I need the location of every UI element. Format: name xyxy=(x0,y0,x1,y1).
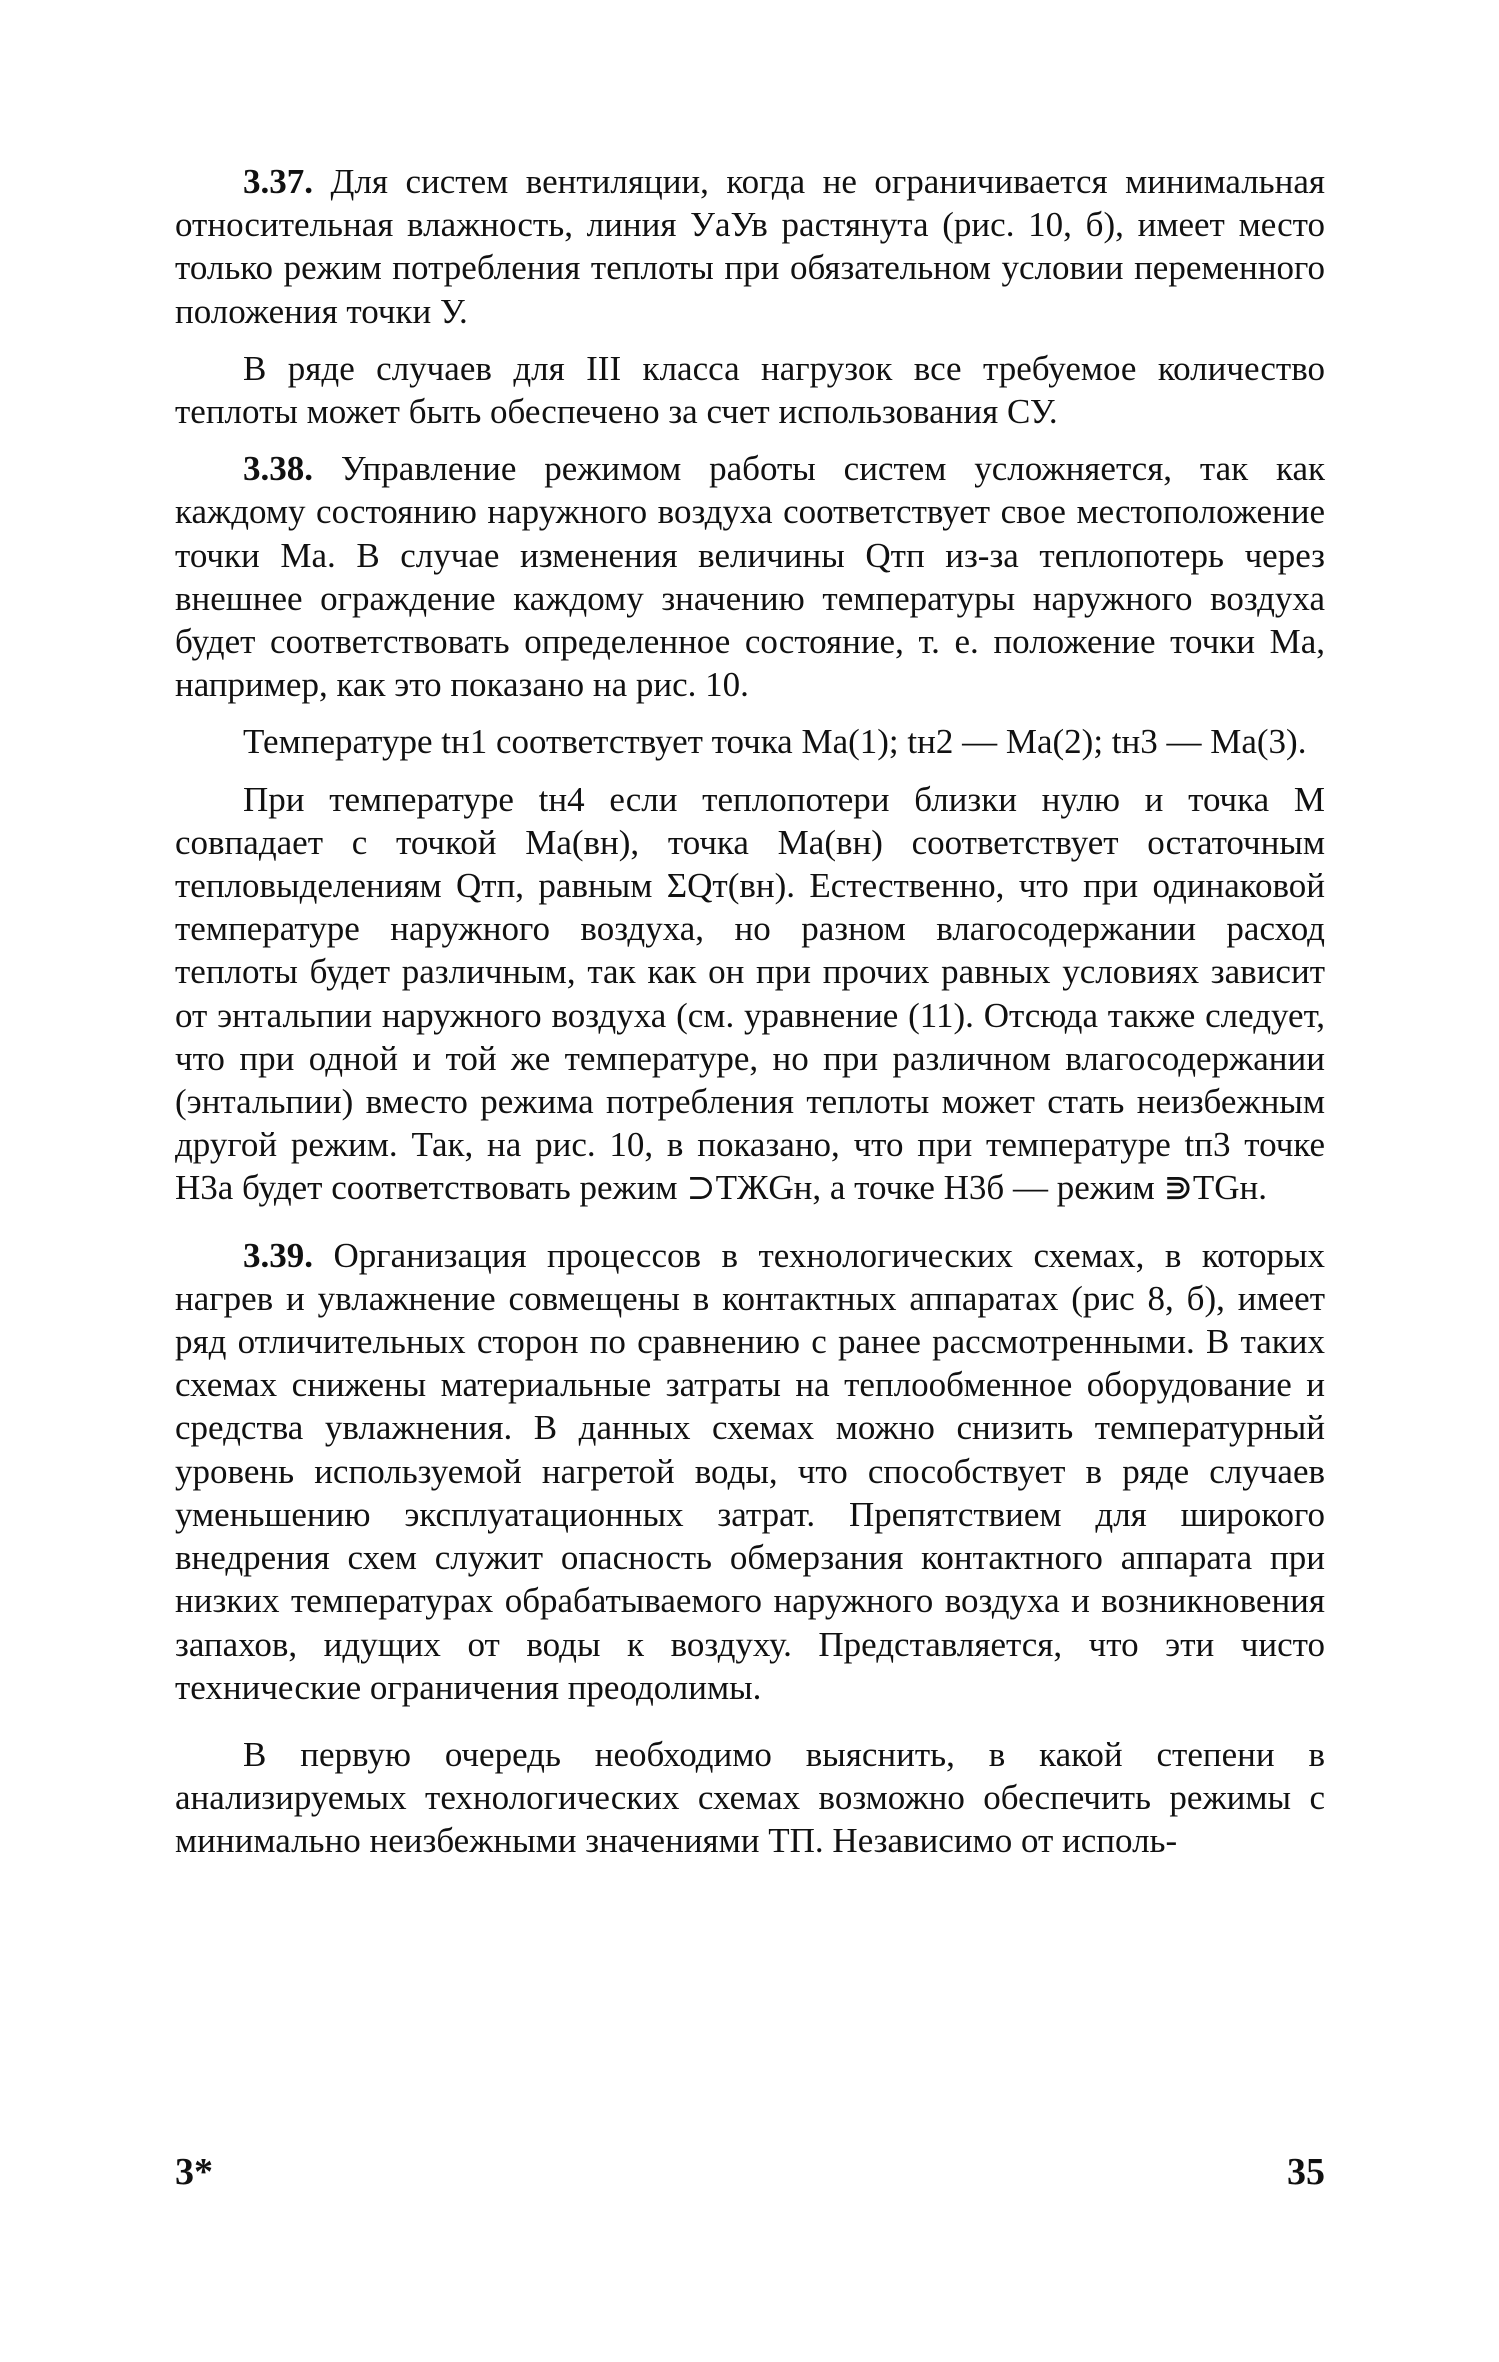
paragraph-text: Температуре tн1 соответствует точка Ма(1); tн2 — Ма(2); tн3 — Ма(3). xyxy=(243,722,1307,762)
paragraph-text: В ряде случаев для III класса нагрузок все требуемое количество теплоты может быть обеспечено за счет использования СУ. xyxy=(175,348,1325,432)
signature-mark: 3* xyxy=(175,2151,213,2193)
paragraph-text: Организация процессов в технологических схемах, в которых нагрев и увлажнение совмещены в контактных аппаратах (рис 8, б), имеет ряд отличительных сторон по сравнению с ранее рассмотренными. В таких схемах снижены материальные затраты на теплообменное оборудование и средства увлажнения. В данных схемах можно снизить температурный уровень используемой нагретой воды, что способствует в ряде случаев уменьшению эксплуатационных затрат. Препятствием для широкого внедрения схем служит опасность обмерзания контактного аппарата при низких температурах обрабатываемого наружного воздуха и возникновения запахов, идущих от воды к воздуху. Представляется, что эти чисто технические ограничения преодолимы. xyxy=(175,1235,1326,1707)
paragraph-3-39 xyxy=(175,1234,1325,1709)
section-number: 3.39. xyxy=(243,1235,313,1275)
paragraph-3-37 xyxy=(175,160,1325,333)
text-column xyxy=(175,160,1325,1863)
paragraph-text: В первую очередь необходимо выяснить, в какой степени в анализируемых технологических схемах возможно обеспечить режимы с минимально неизбежными значениями ТП. Независимо от исполь- xyxy=(175,1734,1325,1861)
paragraph xyxy=(175,778,1325,1210)
paragraph-3-38 xyxy=(175,447,1325,706)
page-number: 35 xyxy=(1287,2151,1325,2193)
paragraph-text: При температуре tн4 если теплопотери близки нулю и точка М совпадает с точкой Ма(вн), точка Ма(вн) соответствует остаточным тепловыделениям Qтп, равным ΣQт(вн). Естественно, что при одинаковой температуре наружного воздуха, но разном влагосодержании расход теплоты будет различным, так как он при прочих равных условиях зависит от энтальпии наружного воздуха (см. уравнение (11). Отсюда также следует, что при одной и той же температуре, но при различном влагосодержании (энтальпии) вместо режима потребления теплоты может стать неизбежным другой режим. Так, на рис. 10, в показано, что при температуре tп3 точке Н3а будет соответствовать режим ⊃ТЖGн, а точке Н3б — режим ⋑ТGн. xyxy=(175,779,1325,1208)
paragraph-text: Управление режимом работы систем усложняется, так как каждому состоянию наружного воздуха соответствует свое местоположение точки Ма. В случае изменения величины Qтп из-за теплопотерь через внешнее ограждение каждому значению температуры наружного воздуха будет соответствовать определенное состояние, т. е. положение точки Ма, например, как это показано на рис. 10. xyxy=(175,449,1325,705)
paragraph-text: Для систем вентиляции, когда не ограничивается минимальная относительная влажность, линия УаУв растянута (рис. 10, б), имеет место только режим потребления теплоты при обязательном условии переменного положения точки У. xyxy=(175,162,1326,331)
paragraph xyxy=(175,720,1325,763)
paragraph xyxy=(175,347,1325,433)
paragraph xyxy=(175,1733,1325,1863)
section-number: 3.37. xyxy=(243,162,313,201)
page-footer xyxy=(175,2150,1325,2194)
section-number: 3.38. xyxy=(243,449,313,489)
